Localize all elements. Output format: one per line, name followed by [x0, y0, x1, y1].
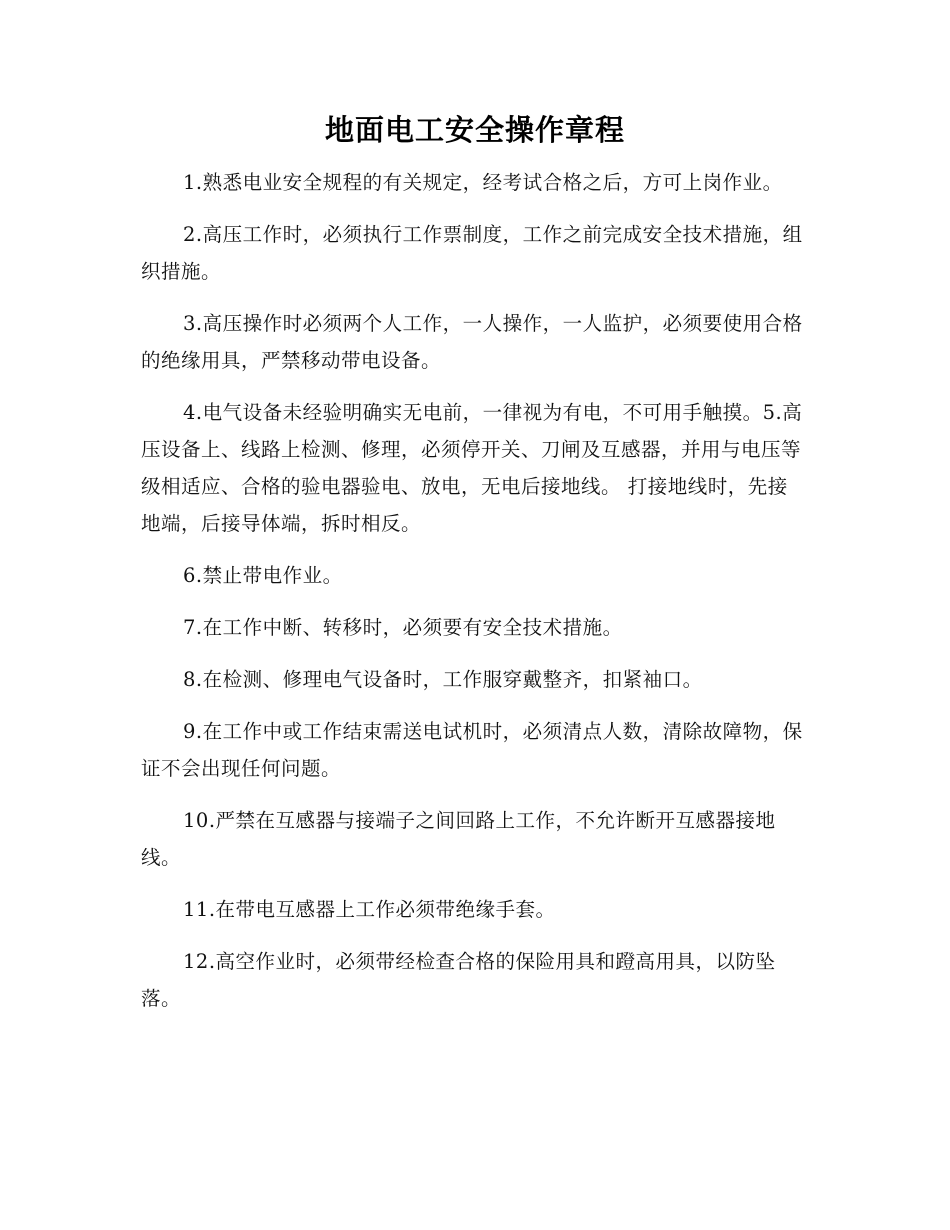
document-body [141, 164, 806, 1032]
paragraph-6: 7.在工作中断、转移时，必须要有安全技术措施。 [183, 616, 623, 639]
paragraph-7: 8.在检测、修理电气设备时，工作服穿戴整齐，扣紧袖口。 [183, 668, 703, 691]
paragraph-1: 1.熟悉电业安全规程的有关规定，经考试合格之后，方可上岗作业。 [183, 171, 783, 194]
document-title: 地面电工安全操作章程 [324, 113, 625, 147]
paragraph-3: 3.高压操作时必须两个人工作，一人操作，一人监护，必须要使用合格的绝缘用具，严禁移动带电设备。 [141, 312, 803, 372]
paragraph-2: 2.高压工作时，必须执行工作票制度，工作之前完成安全技术措施，组织措施。 [141, 223, 803, 283]
paragraph-4: 4.电气设备未经验明确实无电前，一律视为有电，不可用手触摸。5.高压设备上、线路上检测、修理，必须停开关、刀闸及互感器，并用与电压等级相适应、合格的验电器验电、放电，无电后接地线。 打接地线时，先接地端，后接导体端，拆时相反。 [141, 401, 803, 535]
paragraph-5: 6.禁止带电作业。 [183, 564, 343, 587]
paragraph-9: 10.严禁在互感器与接端子之间回路上工作，不允许断开互感器接地线。 [141, 809, 776, 869]
paragraph-8: 9.在工作中或工作结束需送电试机时，必须清点人数，清除故障物，保证不会出现任何问题。 [141, 720, 803, 780]
paragraph-10: 11.在带电互感器上工作必须带绝缘手套。 [183, 898, 556, 921]
paragraph-11: 12.高空作业时，必须带经检查合格的保险用具和蹬高用具，以防坠落。 [141, 950, 776, 1010]
